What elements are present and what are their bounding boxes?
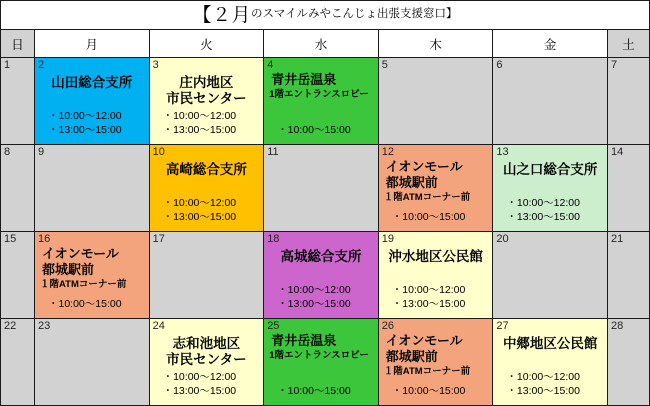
day-cell-24 bbox=[150, 319, 264, 405]
weekday-header-5: 金 bbox=[493, 30, 607, 57]
day-cell-26 bbox=[379, 319, 493, 405]
event-venue-name-line: 庄内地区 bbox=[179, 75, 234, 90]
day-number: 23 bbox=[38, 320, 51, 332]
event-venue-name bbox=[379, 159, 493, 191]
event-location-detail: 1階エントランスロビー bbox=[269, 349, 369, 361]
calendar-title bbox=[1, 1, 649, 29]
event-venue-name-line: 都城駅前 bbox=[42, 261, 95, 277]
day-number: 22 bbox=[4, 320, 17, 332]
day-number: 26 bbox=[381, 320, 395, 332]
day-cell-22 bbox=[1, 319, 34, 405]
event-location-detail: 1階エントランスロビー bbox=[269, 88, 369, 100]
day-number: 12 bbox=[381, 146, 395, 158]
day-number: 8 bbox=[4, 146, 11, 158]
event-venue-name bbox=[264, 72, 378, 88]
event-times bbox=[150, 371, 264, 399]
event-time: ・13:00～15:00 bbox=[506, 385, 580, 398]
event-time: ・13:00～15:00 bbox=[506, 211, 580, 224]
event-venue-name bbox=[35, 246, 149, 278]
event-times bbox=[493, 371, 607, 399]
day-number: 18 bbox=[267, 233, 280, 245]
day-number: 4 bbox=[267, 59, 274, 71]
event-venue-name-line: イオンモール bbox=[42, 246, 119, 261]
weekday-header-4: 木 bbox=[379, 30, 493, 57]
event-time: ・13:00～15:00 bbox=[162, 385, 237, 398]
event-time: ・10:00～15:00 bbox=[48, 298, 122, 311]
day-cell-13 bbox=[493, 145, 607, 231]
event-venue-name bbox=[35, 75, 149, 91]
event-time: ・10:00～15:00 bbox=[277, 385, 351, 398]
event-venue-name-line: 市民センター bbox=[166, 91, 247, 107]
day-number: 20 bbox=[496, 233, 509, 245]
day-number: 10 bbox=[152, 146, 165, 158]
event bbox=[150, 71, 264, 144]
day-cell-28 bbox=[608, 319, 649, 405]
event-time: ・13:00～15:00 bbox=[162, 211, 237, 224]
event-time: ・10:00～12:00 bbox=[506, 197, 580, 210]
day-cell-14 bbox=[608, 145, 649, 231]
event-venue-name bbox=[379, 249, 493, 265]
event-venue-name-line: 高崎総合支所 bbox=[165, 162, 247, 177]
event bbox=[493, 332, 607, 405]
day-number: 9 bbox=[38, 146, 45, 158]
event-time: ・10:00～15:00 bbox=[277, 124, 351, 137]
event-time: ・10:00～12:00 bbox=[48, 110, 122, 123]
event-venue-name-line: 沖水地区公民館 bbox=[388, 249, 483, 264]
day-cell-18 bbox=[264, 232, 378, 318]
event-venue-name-line: イオンモール bbox=[385, 159, 463, 174]
event-times bbox=[264, 385, 378, 399]
event-times bbox=[150, 197, 264, 225]
event-time: ・10:00～12:00 bbox=[162, 371, 237, 384]
event-venue-name bbox=[493, 162, 607, 178]
day-number: 21 bbox=[610, 233, 624, 245]
day-number: 19 bbox=[381, 233, 395, 245]
event-times bbox=[35, 298, 149, 312]
event bbox=[379, 332, 493, 405]
day-number: 24 bbox=[152, 320, 165, 332]
event-time: ・10:00～12:00 bbox=[391, 284, 466, 297]
day-cell-11 bbox=[264, 145, 378, 231]
event-venue-name-line: 都城駅前 bbox=[385, 174, 438, 190]
day-cell-9 bbox=[35, 145, 149, 231]
day-cell-8 bbox=[1, 145, 34, 231]
event-time: ・10:00～12:00 bbox=[277, 284, 351, 297]
event-venue-name bbox=[264, 249, 378, 265]
event bbox=[264, 245, 378, 318]
event-times bbox=[379, 385, 493, 399]
event-time: ・10:00～15:00 bbox=[391, 211, 466, 224]
event bbox=[379, 158, 493, 231]
day-cell-3 bbox=[150, 58, 264, 144]
day-number: 15 bbox=[4, 233, 17, 245]
event-venue-name-line: 青井岳温泉 bbox=[271, 333, 337, 348]
event bbox=[493, 158, 607, 231]
event-times bbox=[379, 284, 493, 312]
day-number: 16 bbox=[38, 233, 51, 245]
event-venue-name-line: 市民センター bbox=[166, 352, 247, 368]
day-number: 17 bbox=[152, 233, 165, 245]
weekday-header-2: 火 bbox=[150, 30, 264, 57]
event-venue-name bbox=[150, 162, 264, 178]
event-venue-name bbox=[150, 336, 264, 369]
event-time: ・13:00～15:00 bbox=[48, 124, 122, 137]
day-number: 2 bbox=[38, 59, 45, 71]
day-cell-4 bbox=[264, 58, 378, 144]
event-location-detail: １階ATMコーナー前 bbox=[383, 191, 471, 203]
calendar-title-text: のスマイルみやこんじょ出張支援窓口】 bbox=[250, 8, 458, 21]
event bbox=[379, 245, 493, 318]
event-time: ・10:00～12:00 bbox=[162, 197, 237, 210]
day-cell-16 bbox=[35, 232, 149, 318]
event-time: ・13:00～15:00 bbox=[391, 298, 466, 311]
event-times bbox=[150, 110, 264, 138]
event-times bbox=[35, 110, 149, 138]
event-times bbox=[264, 124, 378, 138]
weekday-header-3: 水 bbox=[264, 30, 378, 57]
event bbox=[264, 332, 378, 405]
day-cell-25 bbox=[264, 319, 378, 405]
event-times bbox=[493, 197, 607, 225]
calendar-grid bbox=[1, 29, 649, 405]
day-number: 25 bbox=[267, 320, 280, 332]
day-cell-12 bbox=[379, 145, 493, 231]
day-cell-27 bbox=[493, 319, 607, 405]
day-cell-7 bbox=[608, 58, 649, 144]
weekday-header-1: 月 bbox=[35, 30, 149, 57]
day-cell-17 bbox=[150, 232, 264, 318]
event-time: ・10:00～15:00 bbox=[391, 385, 466, 398]
event-venue-name bbox=[264, 333, 378, 349]
event bbox=[150, 332, 264, 405]
day-cell-19 bbox=[379, 232, 493, 318]
event-venue-name-line: 青井岳温泉 bbox=[271, 72, 337, 87]
day-number: 7 bbox=[610, 59, 618, 71]
day-number: 6 bbox=[496, 59, 503, 71]
weekday-header-6: 土 bbox=[608, 30, 649, 57]
event-venue-name-line: 山之口総合支所 bbox=[502, 162, 598, 177]
event-venue-name-line: 中郷地区公民館 bbox=[502, 336, 598, 351]
event-venue-name-line: 志和池地区 bbox=[172, 336, 241, 351]
event-location-detail: １階ATMコーナー前 bbox=[383, 365, 471, 377]
event-venue-name-line: イオンモール bbox=[385, 333, 463, 348]
day-number: 27 bbox=[496, 320, 509, 332]
day-cell-6 bbox=[493, 58, 607, 144]
day-number: 5 bbox=[381, 59, 388, 71]
event-location-detail: １階ATMコーナー前 bbox=[40, 278, 127, 290]
event bbox=[35, 245, 149, 318]
day-cell-21 bbox=[608, 232, 649, 318]
day-cell-1 bbox=[1, 58, 34, 144]
event bbox=[150, 158, 264, 231]
day-number: 11 bbox=[267, 146, 279, 158]
day-cell-10 bbox=[150, 145, 264, 231]
event bbox=[264, 71, 378, 144]
event-venue-name-line: 山田総合支所 bbox=[51, 75, 133, 90]
event-venue-name bbox=[379, 333, 493, 365]
event-times bbox=[379, 211, 493, 225]
event-time: ・13:00～15:00 bbox=[162, 124, 237, 137]
day-number: 28 bbox=[610, 320, 624, 332]
day-number: 1 bbox=[4, 59, 11, 71]
event-venue-name-line: 都城駅前 bbox=[385, 348, 438, 364]
calendar-title-month: 【２月 bbox=[192, 4, 251, 26]
day-cell-23 bbox=[35, 319, 149, 405]
day-cell-15 bbox=[1, 232, 34, 318]
day-number: 14 bbox=[610, 146, 624, 158]
day-number: 3 bbox=[152, 59, 159, 71]
day-cell-5 bbox=[379, 58, 493, 144]
event-time: ・10:00～12:00 bbox=[162, 110, 237, 123]
day-number: 13 bbox=[496, 146, 509, 158]
event-times bbox=[264, 284, 378, 312]
event-venue-name bbox=[150, 75, 264, 108]
day-cell-20 bbox=[493, 232, 607, 318]
event-time: ・10:00～12:00 bbox=[506, 371, 580, 384]
day-cell-2 bbox=[35, 58, 149, 144]
event-venue-name bbox=[493, 336, 607, 352]
event-venue-name-line: 高城総合支所 bbox=[280, 249, 362, 264]
weekday-header-0: 日 bbox=[1, 30, 34, 57]
event-time: ・13:00～15:00 bbox=[277, 298, 351, 311]
event bbox=[35, 71, 149, 144]
